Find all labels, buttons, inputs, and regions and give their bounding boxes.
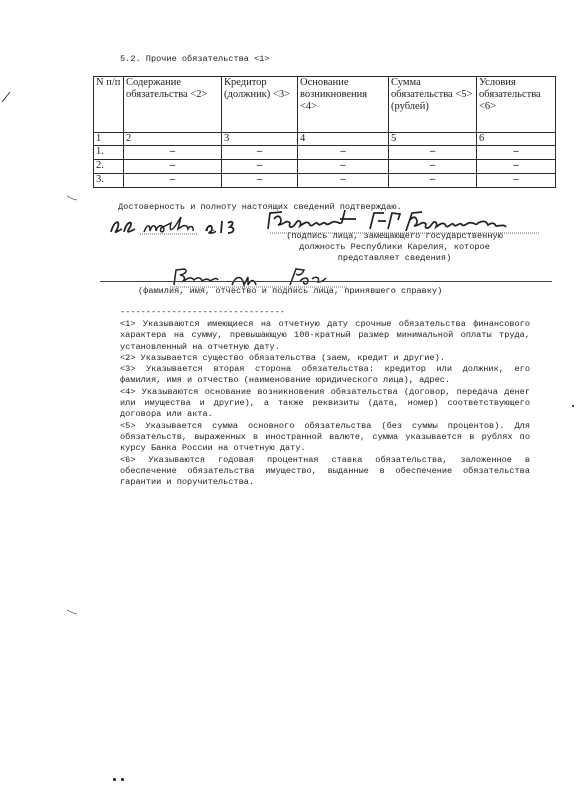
table-row — [94, 160, 556, 174]
table-row — [94, 146, 556, 160]
table-cell — [222, 174, 298, 188]
dash-mark: – — [256, 174, 263, 185]
header-cell-basis: Основание возникновения <4> — [298, 77, 389, 133]
dash-mark: – — [429, 160, 436, 171]
dash-mark: – — [340, 174, 346, 185]
table-cell — [222, 160, 298, 174]
table-row — [94, 174, 556, 188]
table-cell — [389, 146, 477, 160]
dash-mark: – — [169, 146, 176, 157]
column-number: 6 — [477, 133, 556, 146]
dash-mark: – — [340, 160, 346, 171]
handwritten-date — [108, 215, 253, 237]
scan-speck — [572, 405, 574, 407]
table-cell — [298, 174, 389, 188]
row-number: 1. — [94, 146, 124, 160]
official-signature-caption: (подпись лица, замещающего государственную должность Республики Карелия, которое представляет сведения) — [286, 231, 503, 263]
column-number: 4 — [298, 133, 389, 146]
scan-artifact — [66, 186, 78, 192]
dash-mark: – — [256, 160, 263, 171]
table-column-number-row — [94, 133, 556, 146]
dash-mark: – — [513, 160, 519, 171]
header-cell-number: N п/п — [94, 77, 124, 133]
table-cell — [477, 160, 556, 174]
certification-text: Достоверность и полноту настоящих сведений подтверждаю. — [118, 202, 402, 212]
section-heading: 5.2. Прочие обязательства <1> — [120, 54, 270, 64]
header-cell-creditor: Кредитор (должник) <3> — [222, 77, 298, 133]
footnote-3: <3> Указывается вторая сторона обязательства: кредитор или должник, его фамилия, имя и отчество (наименование юридического лица), адрес. — [120, 364, 530, 386]
dash-mark: – — [340, 146, 346, 157]
column-number: 5 — [389, 133, 477, 146]
scan-artifact — [0, 88, 12, 100]
column-number: 1 — [94, 133, 124, 146]
signature-rule — [100, 281, 552, 283]
table-header-row — [94, 77, 556, 133]
dash-mark: – — [256, 146, 263, 157]
scan-artifact — [66, 600, 78, 606]
table-cell — [222, 146, 298, 160]
table-cell — [389, 174, 477, 188]
footnote-5: <5> Указывается сумма основного обязательства (без суммы процентов). Для обязательств, выраженных в иностранной валюте, сумма указывается в рублях по курсу Банка России на отчетную дату. — [120, 420, 530, 454]
footnote-4: <4> Указываются основание возникновения обязательства (договор, передача денег или имущества и другие), а также реквизиты (дата, номер) соответствующего договора или акта. — [120, 386, 530, 420]
table-cell — [298, 160, 389, 174]
table-cell — [298, 146, 389, 160]
table-cell — [477, 174, 556, 188]
footnote-2: <2> Указывается существо обязательства (заем, кредит и другие). — [120, 352, 445, 363]
dash-mark: – — [513, 146, 519, 157]
header-cell-content: Содержание обязательства <2> — [124, 77, 222, 133]
dash-mark: – — [169, 160, 176, 171]
date-year-suffix: г. — [206, 224, 217, 234]
header-cell-amount: Сумма обязательства <5> (рублей) — [389, 77, 477, 133]
table-cell — [124, 160, 222, 174]
dash-mark: – — [513, 174, 519, 185]
footnote-6: <6> Указываются годовая процентная ставка обязательства, заложенное в обеспечение обязательства имущество, выданные в обеспечение обязательства гарантии и поручительства. — [120, 454, 530, 488]
column-number: 3 — [222, 133, 298, 146]
table-cell — [124, 146, 222, 160]
row-number: 3. — [94, 174, 124, 188]
table-cell — [389, 160, 477, 174]
table-cell — [477, 146, 556, 160]
obligations-table — [93, 76, 556, 188]
scan-speck — [113, 778, 116, 781]
row-number: 2. — [94, 160, 124, 174]
column-number: 2 — [124, 133, 222, 146]
header-cell-terms: Условия обязательства <6> — [477, 77, 556, 133]
receiver-signature-caption: (фамилия, имя, отчество и подпись лица, принявшего справку) — [138, 286, 443, 296]
footnote-separator: -------------------------------- — [120, 307, 286, 317]
scan-speck — [121, 778, 124, 781]
dash-mark: – — [169, 174, 176, 185]
footnotes — [120, 319, 530, 488]
table-cell — [124, 174, 222, 188]
footnote-1: <1> Указываются имеющиеся на отчетную дату срочные обязательства финансового характера на сумму, превышающую 100-кратный размер минимальной оплаты труда, установленный на отчетную дату. — [120, 319, 530, 352]
dash-mark: – — [429, 174, 436, 185]
dash-mark: – — [429, 146, 436, 157]
